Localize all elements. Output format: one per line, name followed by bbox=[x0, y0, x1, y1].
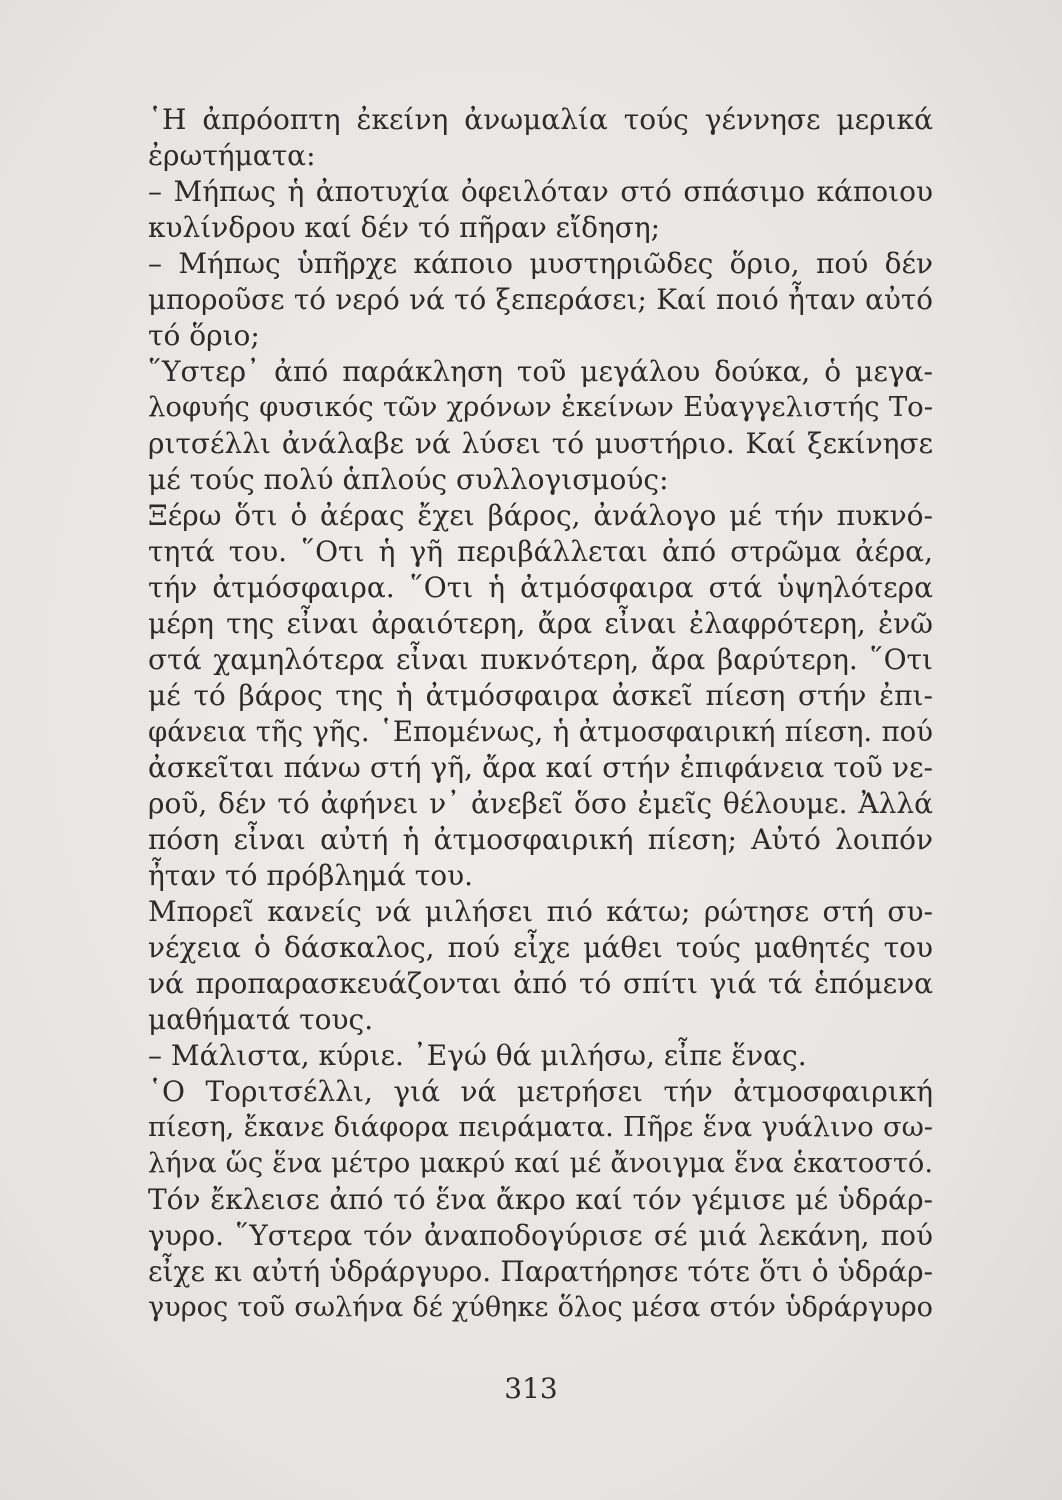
text-line: γυρος τοῦ σωλήνα δέ χύθηκε ὅλος μέσα στόν ὑδράργυρο bbox=[148, 1292, 933, 1323]
text-line: μαθήματά τους. bbox=[148, 1003, 374, 1036]
text-line: φάνεια τῆς γῆς. ῾Επομένως, ἡ ἀτμοσφαιρική πίεση. πού bbox=[148, 715, 933, 748]
text-line: τό ὅριο; bbox=[148, 319, 260, 352]
text-line: Τόν ἔκλεισε ἀπό τό ἕνα ἄκρο καί τόν γέμισε μέ ὑδράρ- bbox=[148, 1183, 933, 1216]
text-line: ριτσέλλι ἀνάλαβε νά λύσει τό μυστήριο. Καί ξεκίνησε bbox=[148, 427, 933, 460]
text-line: ῞Υστερ᾽ ἀπό παράκληση τοῦ μεγάλου δούκα, ὁ μεγα- bbox=[148, 355, 933, 388]
page-number: 313 bbox=[504, 1372, 558, 1405]
text-line: μέ τούς πολύ ἁπλούς συλλογισμούς: bbox=[148, 463, 669, 496]
text-line: κυλίνδρου καί δέν τό πῆραν εἴδηση; bbox=[148, 211, 661, 244]
text-line: μποροῦσε τό νερό νά τό ξεπεράσει; Καί ποιό ἦταν αὐτό bbox=[148, 283, 933, 316]
text-line: ἦταν τό πρόβλημά του. bbox=[148, 859, 474, 892]
text-line: – Μήπως ὑπῆρχε κάποιο μυστηριῶδες ὅριο, πού δέν bbox=[148, 247, 933, 280]
text-line: γυρο. ῞Υστερα τόν ἀναποδογύρισε σέ μιά λεκάνη, πού bbox=[148, 1219, 933, 1252]
text-line: λοφυής φυσικός τῶν χρόνων ἐκείνων Εὐαγγελιστής Το- bbox=[148, 392, 933, 423]
text-line: – Μήπως ἡ ἀποτυχία ὀφειλόταν στό σπάσιμο κάποιου bbox=[148, 175, 933, 208]
text-line: λήνα ὥς ἕνα μέτρο μακρύ καί μέ ἄνοιγμα ἕνα ἑκατοστό. bbox=[148, 1148, 933, 1179]
text-line: ἐρωτήματα: bbox=[148, 139, 316, 172]
text-line: ῾Ο Τοριτσέλλι, γιά νά μετρήσει τήν ἀτμοσφαιρική bbox=[148, 1075, 933, 1108]
text-line: νέχεια ὁ δάσκαλος, πού εἶχε μάθει τούς μαθητές του bbox=[148, 931, 933, 964]
text-line: πίεση, ἔκανε διάφορα πειράματα. Πῆρε ἕνα γυάλινο σω- bbox=[148, 1112, 933, 1143]
text-line: ἀσκεῖται πάνω στή γῆ, ἄρα καί στήν ἐπιφάνεια τοῦ νε- bbox=[148, 751, 933, 784]
text-line: Ξέρω ὅτι ὁ ἀέρας ἔχει βάρος, ἀνάλογο μέ τήν πυκνό- bbox=[148, 499, 933, 532]
text-line: νά προπαρασκευάζονται ἀπό τό σπίτι γιά τά ἑπόμενα bbox=[148, 967, 933, 1000]
text-line: μέ τό βάρος της ἡ ἀτμόσφαιρα ἀσκεῖ πίεση στήν ἐπι- bbox=[148, 679, 933, 712]
text-line: εἶχε κι αὐτή ὑδράργυρο. Παρατήρησε τότε ὅτι ὁ ὑδράρ- bbox=[148, 1255, 933, 1288]
text-line: μέρη της εἶναι ἀραιότερη, ἄρα εἶναι ἐλαφρότερη, ἐνῶ bbox=[148, 607, 933, 640]
text-line: πόση εἶναι αὐτή ἡ ἀτμοσφαιρική πίεση; Αὐτό λοιπόν bbox=[148, 823, 933, 856]
text-line: ῾Η ἀπρόοπτη ἐκείνη ἀνωμαλία τούς γέννησε μερικά bbox=[148, 103, 933, 136]
text-line: ροῦ, δέν τό ἀφήνει ν᾽ ἀνεβεῖ ὅσο ἐμεῖς θέλουμε. Ἀλλά bbox=[148, 787, 933, 820]
text-line: Μπορεῖ κανείς νά μιλήσει πιό κάτω; ρώτησε στή συ- bbox=[148, 895, 933, 928]
body-text bbox=[148, 102, 933, 1362]
text-line: τητά του. ῞Οτι ἡ γῆ περιβάλλεται ἀπό στρῶμα ἀέρα, bbox=[148, 535, 933, 568]
text-line: τήν ἀτμόσφαιρα. ῞Οτι ἡ ἀτμόσφαιρα στά ὑψηλότερα bbox=[148, 571, 933, 604]
text-line: στά χαμηλότερα εἶναι πυκνότερη, ἄρα βαρύτερη. ῞Οτι bbox=[148, 643, 933, 676]
text-line: – Μάλιστα, κύριε. ᾽Εγώ θά μιλήσω, εἶπε ἕνας. bbox=[148, 1039, 807, 1072]
